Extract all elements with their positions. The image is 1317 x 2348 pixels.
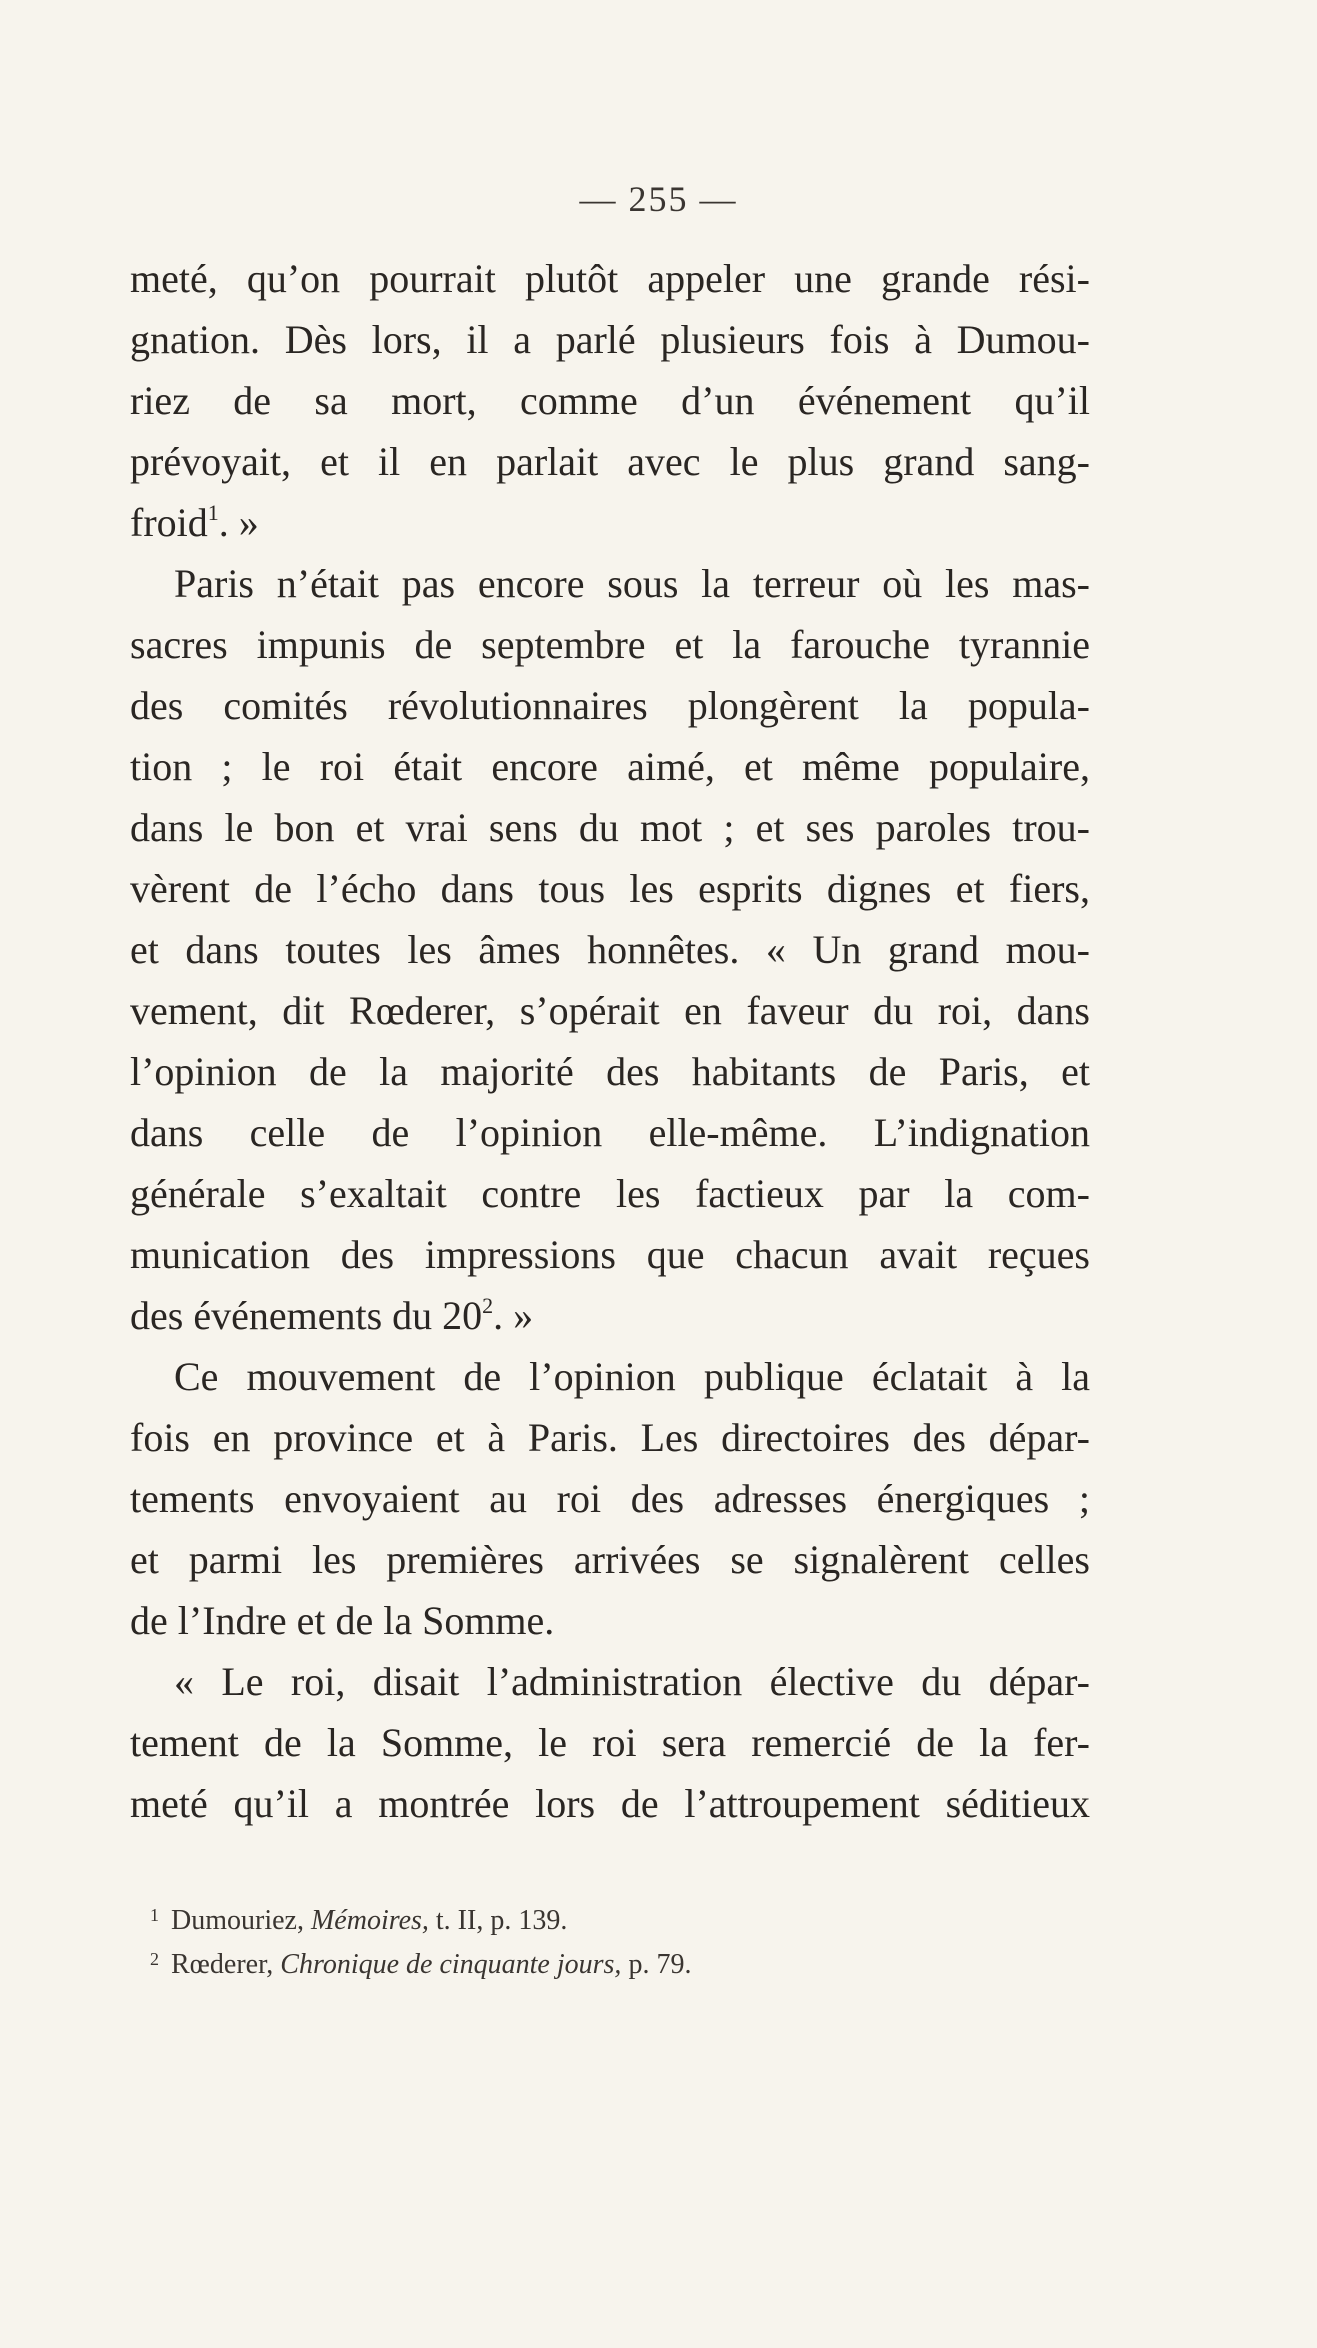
footnote-author: Rœderer, bbox=[171, 1949, 274, 1980]
text-line: tement de la Somme, le roi sera remercié de la fer- bbox=[130, 1720, 1090, 1765]
page-number: — 255 — bbox=[579, 179, 738, 219]
text-line: fois en province et à Paris. Les directoires des dépar- bbox=[130, 1415, 1090, 1460]
text-segment: des événements du 20 bbox=[130, 1293, 483, 1338]
text-line-with-footnote bbox=[130, 1285, 1090, 1346]
footnote-ref-1: 1 bbox=[207, 500, 219, 525]
text-line: dans celle de l’opinion elle-même. L’indignation bbox=[130, 1110, 1090, 1155]
text-line: l’opinion de la majorité des habitants de Paris, et bbox=[130, 1049, 1090, 1094]
text-line: vement, dit Rœderer, s’opérait en faveur du roi, dans bbox=[130, 988, 1090, 1033]
text-line: meté, qu’on pourrait plutôt appeler une grande rési- bbox=[130, 256, 1090, 301]
footnote-title: Chronique de cinquante jours, bbox=[280, 1949, 622, 1980]
text-line: tion ; le roi était encore aimé, et même populaire, bbox=[130, 744, 1090, 789]
text-line: « Le roi, disait l’administration élective du dépar- bbox=[174, 1659, 1090, 1704]
footnote-mark: 2 bbox=[150, 1949, 159, 1969]
text-line: et parmi les premières arrivées se signalèrent celles bbox=[130, 1537, 1090, 1582]
text-segment: froid bbox=[130, 500, 208, 545]
text-line: générale s’exaltait contre les factieux par la com- bbox=[130, 1171, 1090, 1216]
text-line: sacres impunis de septembre et la farouche tyrannie bbox=[130, 622, 1090, 667]
footnote-title: Mémoires, bbox=[310, 1905, 429, 1936]
body-text bbox=[130, 248, 1090, 1834]
text-line-with-footnote bbox=[130, 492, 1090, 553]
footnote-reference: t. II, p. 139. bbox=[435, 1905, 568, 1936]
text-line: gnation. Dès lors, il a parlé plusieurs fois à Dumou- bbox=[130, 317, 1090, 362]
text-line: munication des impressions que chacun avait reçues bbox=[130, 1232, 1090, 1277]
text-line: Paris n’était pas encore sous la terreur où les mas- bbox=[174, 561, 1090, 606]
text-line: prévoyait, et il en parlait avec le plus grand sang- bbox=[130, 439, 1090, 484]
footnote-1 bbox=[150, 1896, 1050, 1940]
footnote-2 bbox=[150, 1940, 1050, 1984]
text-line: riez de sa mort, comme d’un événement qu’il bbox=[130, 378, 1090, 423]
footnotes bbox=[150, 1896, 1050, 1984]
text-line: tements envoyaient au roi des adresses énergiques ; bbox=[130, 1476, 1090, 1521]
footnote-reference: p. 79. bbox=[628, 1949, 692, 1980]
text-line: de l’Indre et de la Somme. bbox=[130, 1598, 555, 1643]
text-line: et dans toutes les âmes honnêtes. « Un grand mou- bbox=[130, 927, 1090, 972]
footnote-mark: 1 bbox=[150, 1905, 159, 1925]
text-segment: . » bbox=[218, 500, 259, 545]
text-line: des comités révolutionnaires plongèrent la popula- bbox=[130, 683, 1090, 728]
text-line: Ce mouvement de l’opinion publique éclatait à la bbox=[174, 1354, 1090, 1399]
footnote-author: Dumouriez, bbox=[171, 1905, 304, 1936]
text-segment: . » bbox=[493, 1293, 534, 1338]
footnote-ref-2: 2 bbox=[482, 1293, 494, 1318]
text-line: meté qu’il a montrée lors de l’attroupement séditieux bbox=[130, 1781, 1090, 1826]
text-line: vèrent de l’écho dans tous les esprits dignes et fiers, bbox=[130, 866, 1090, 911]
text-line: dans le bon et vrai sens du mot ; et ses paroles trou- bbox=[130, 805, 1090, 850]
